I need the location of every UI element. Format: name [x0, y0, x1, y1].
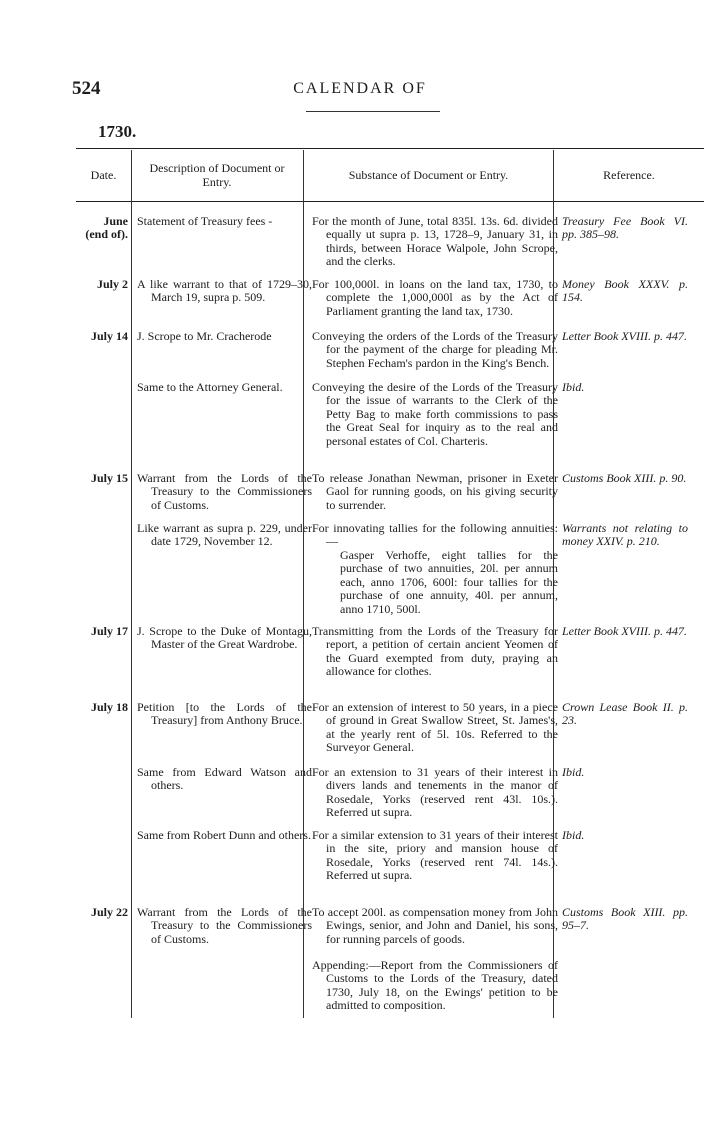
- year-heading: 1730.: [98, 122, 137, 141]
- entry-date: July 17: [90, 624, 128, 638]
- entry-description: Statement of Treasury fees -: [137, 214, 273, 228]
- table-top-rule: [76, 148, 704, 149]
- entry-description: Same to the Attorney General.: [137, 380, 283, 394]
- entry-reference: Customs Book XIII. p. 90.: [562, 471, 687, 485]
- title-rule: [306, 111, 440, 112]
- entry-substance: For a similar extension to 31 years of their interest in the site, priory and mansion house of Rosedale, Yorks (reserved rent 74l. 14s.). Referred ut supra.: [312, 828, 558, 883]
- entry-substance: Transmitting from the Lords of the Treasury for report, a petition of certain ancient Yeomen of the Guard exempted from duty, praying an allowance for clothes.: [312, 624, 558, 679]
- entry-date: July 14: [90, 329, 128, 343]
- entry-date: July 22: [90, 905, 128, 919]
- entry-description: Same from Edward Watson and others.: [137, 765, 312, 793]
- entry-date: July 2: [96, 277, 128, 291]
- entry-description: J. Scrope to Mr. Cracherode: [137, 329, 272, 343]
- entry-description: J. Scrope to the Duke of Montagu, Master of the Great Wardrobe.: [137, 624, 312, 652]
- column-header-reference: Reference.: [603, 168, 655, 182]
- entry-reference: Ibid.: [562, 828, 585, 842]
- entry-substance: For 100,000l. in loans on the land tax, 1730, to complete the 1,000,000l as by the Act of Parliament granting the land tax, 1730.: [312, 277, 558, 318]
- entry-substance: To release Jonathan Newman, prisoner in Exeter Gaol for running goods, on his giving security to surrender.: [312, 471, 558, 512]
- column-divider: [131, 150, 132, 1018]
- column-header-date: Date.: [90, 168, 117, 182]
- entry-reference: Treasury Fee Book VI. pp. 385–98.: [562, 214, 688, 242]
- entry-substance: For the month of June, total 835l. 13s. 6d. divided equally ut supra p. 13, 1728–9, January 31, in thirds, between Horace Walpole, John Scrope, and the clerks.: [312, 214, 558, 269]
- entry-reference: Ibid.: [562, 380, 585, 394]
- entry-date: July 18: [90, 700, 128, 714]
- entry-substance: For innovating tallies for the following annuities:—: [312, 521, 558, 549]
- entry-reference: Customs Book XIII. pp. 95–7.: [562, 905, 688, 933]
- entry-description: A like warrant to that of 1729–30, March 19, supra p. 509.: [137, 277, 312, 305]
- entry-substance: Conveying the desire of the Lords of the Treasury for the issue of warrants to the Clerk of the Petty Bag to make forth commissions to pass the Great Seal for inquiry as to the real and personal estates of Col. Charteris.: [312, 380, 558, 448]
- entry-date: June (end of).: [85, 214, 128, 242]
- entry-reference: Letter Book XVIII. p. 447.: [562, 624, 687, 638]
- entry-reference: Ibid.: [562, 765, 585, 779]
- entry-substance: For an extension of interest to 50 years, in a piece of ground in Great Swallow Street, St. James's, at the yearly rent of 5l. 10s. Referred to the Surveyor General.: [312, 700, 558, 755]
- column-header-substance: Substance of Document or Entry.: [348, 168, 509, 182]
- entry-substance-detail: Appending:—Report from the Commissioners of Customs to the Lords of the Treasury, dated 1730, July 18, on the Ewings' petition to be admitted to composition.: [312, 958, 558, 1013]
- entry-reference: Letter Book XVIII. p. 447.: [562, 329, 687, 343]
- entry-description: Warrant from the Lords of the Treasury to the Commissioners of Customs.: [137, 905, 312, 946]
- entry-description: Warrant from the Lords of the Treasury to the Commissioners of Customs.: [137, 471, 312, 512]
- entry-date: July 15: [90, 471, 128, 485]
- entry-description: Like warrant as supra p. 229, under date 1729, November 12.: [137, 521, 312, 549]
- column-header-description: Description of Document or Entry.: [149, 161, 285, 189]
- entry-substance: To accept 200l. as compensation money from John Ewings, senior, and John and Daniel, his sons, for running parcels of goods.: [312, 905, 558, 946]
- table-header-rule: [76, 201, 704, 202]
- entry-substance: For an extension to 31 years of their interest in divers lands and tenements in the manor of Rosedale, Yorks (reserved rent 43l. 10s.). Referred ut supra.: [312, 765, 558, 820]
- entry-reference: Money Book XXXV. p. 154.: [562, 277, 688, 305]
- entry-substance-detail: Gasper Verhoffe, eight tallies for the purchase of two annuities, 20l. per annum each, anno 1706, 600l: four tallies for the purchase of one annuity, 40l. per annum, anno 1710, 500l.: [340, 548, 558, 616]
- entry-reference: Warrants not relating to money XXIV. p. 210.: [562, 521, 688, 549]
- page-number: 524: [72, 78, 101, 99]
- entry-substance: Conveying the orders of the Lords of the Treasury for the payment of the charge for pleading Mr. Stephen Fecham's pardon in the King's Bench.: [312, 329, 558, 370]
- entry-reference: Crown Lease Book II. p. 23.: [562, 700, 688, 728]
- running-title: CALENDAR OF: [293, 80, 427, 97]
- entry-description: Petition [to the Lords of the Treasury] from Anthony Bruce.: [137, 700, 312, 728]
- entry-description: Same from Robert Dunn and others.: [137, 828, 311, 842]
